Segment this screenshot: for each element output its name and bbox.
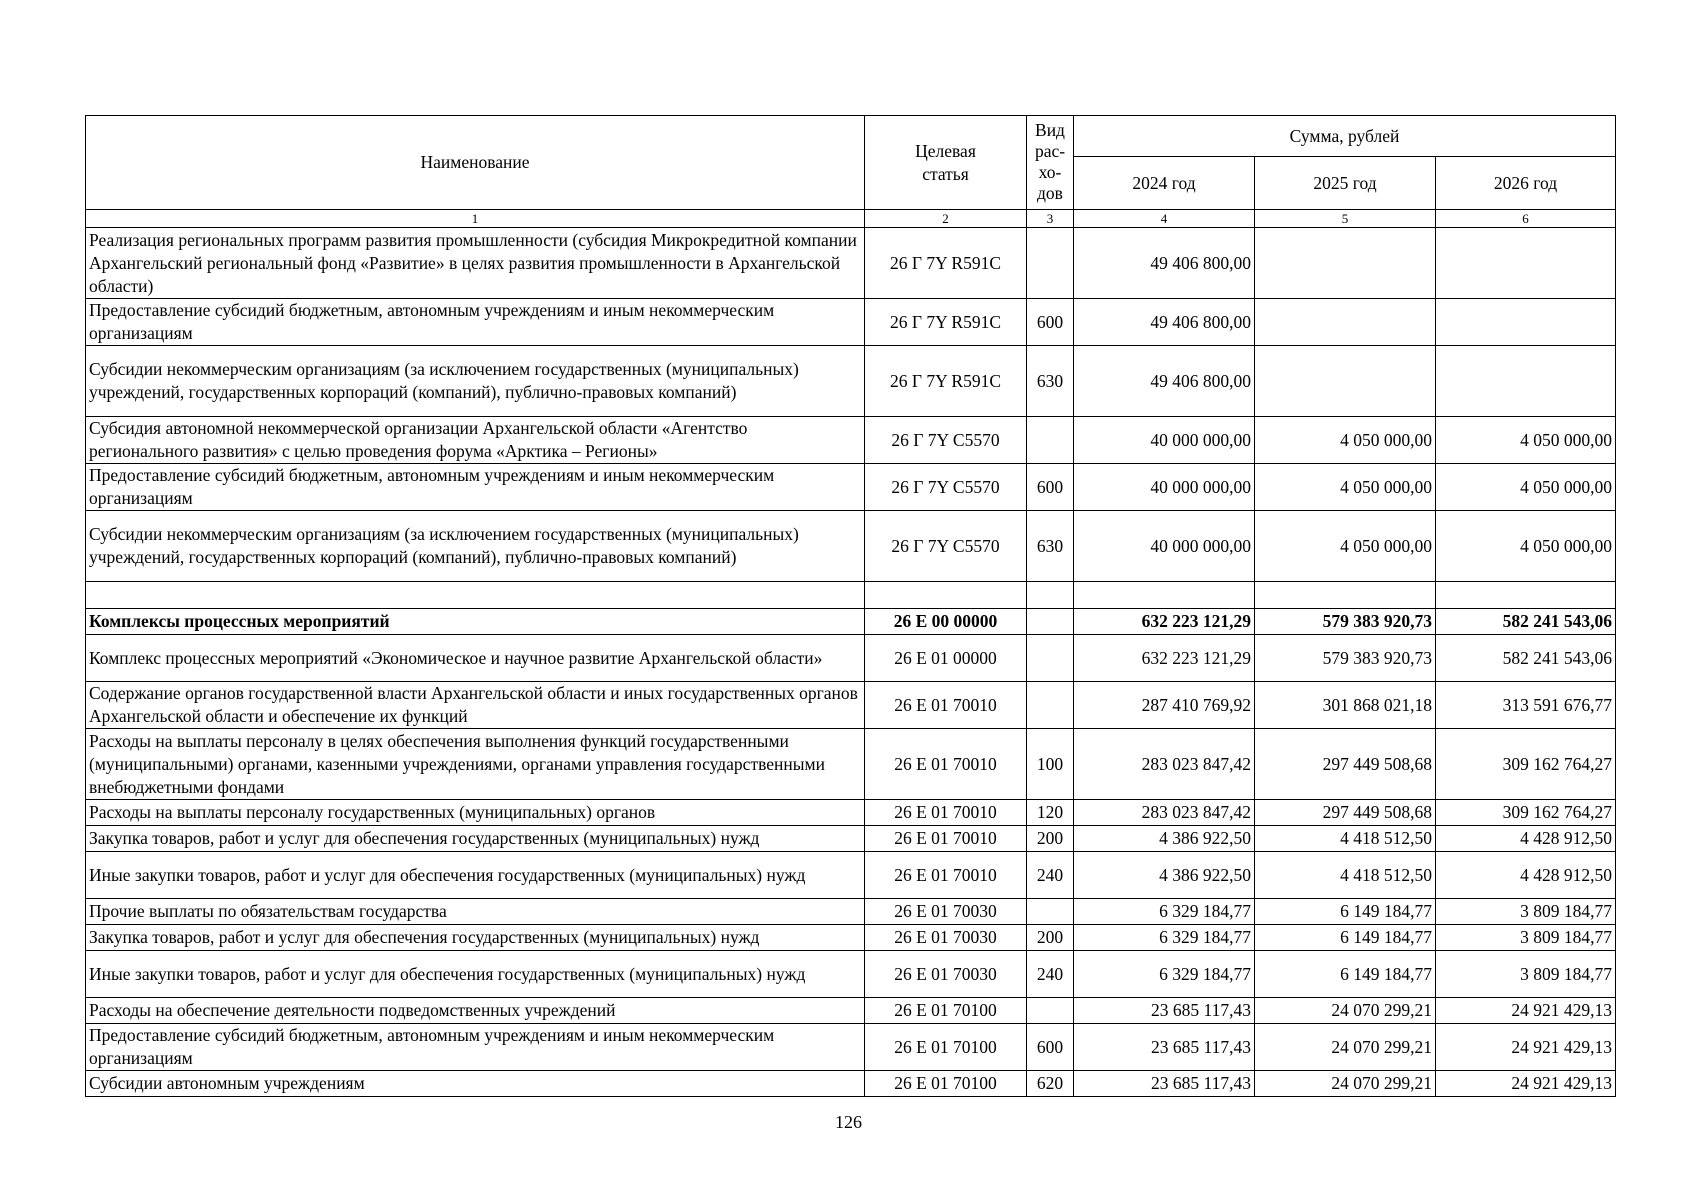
row-amount-2026: 4 050 000,00 <box>1436 511 1616 582</box>
table-row <box>86 852 1616 899</box>
row-amount-2025 <box>1255 299 1436 346</box>
column-number: 6 <box>1436 210 1616 228</box>
row-expense-type <box>1027 998 1074 1024</box>
row-amount-2025: 4 418 512,50 <box>1255 852 1436 899</box>
row-expense-type <box>1027 417 1074 464</box>
row-amount-2026: 309 162 764,27 <box>1436 800 1616 826</box>
header-kind <box>1027 116 1074 210</box>
table-row <box>86 299 1616 346</box>
header-year-2025: 2025 год <box>1255 157 1436 210</box>
column-number: 4 <box>1074 210 1255 228</box>
row-amount-2024: 40 000 000,00 <box>1074 511 1255 582</box>
row-amount-2024: 287 410 769,92 <box>1074 682 1255 729</box>
row-amount-2024: 4 386 922,50 <box>1074 852 1255 899</box>
row-target-code: 26 Е 01 70010 <box>865 852 1027 899</box>
row-expense-type: 630 <box>1027 346 1074 417</box>
table-row <box>86 682 1616 729</box>
row-amount-2024: 23 685 117,43 <box>1074 1071 1255 1097</box>
table-row <box>86 582 1616 609</box>
row-amount-2024: 6 329 184,77 <box>1074 925 1255 951</box>
row-amount-2026: 3 809 184,77 <box>1436 951 1616 998</box>
header-row <box>86 116 1616 157</box>
row-expense-type: 200 <box>1027 925 1074 951</box>
row-name: Предоставление субсидий бюджетным, автономным учреждениям и иным некоммерческим организациям <box>86 464 865 511</box>
row-amount-2024: 49 406 800,00 <box>1074 346 1255 417</box>
table-row <box>86 1071 1616 1097</box>
row-amount-2026: 4 050 000,00 <box>1436 464 1616 511</box>
table-row <box>86 951 1616 998</box>
row-expense-type: 120 <box>1027 800 1074 826</box>
row-expense-type: 600 <box>1027 464 1074 511</box>
header-year-2024: 2024 год <box>1074 157 1255 210</box>
row-amount-2024: 40 000 000,00 <box>1074 464 1255 511</box>
row-target-code: 26 Г 7Y R591C <box>865 299 1027 346</box>
table-row <box>86 826 1616 852</box>
row-name: Содержание органов государственной власти Архангельской области и иных государственных органов Архангельской области и обеспечение их функций <box>86 682 865 729</box>
row-target-code: 26 Г 7Y R591C <box>865 228 1027 299</box>
row-amount-2025 <box>1255 228 1436 299</box>
row-amount-2025: 4 050 000,00 <box>1255 464 1436 511</box>
row-amount-2026: 4 428 912,50 <box>1436 852 1616 899</box>
row-amount-2025: 6 149 184,77 <box>1255 951 1436 998</box>
table-row <box>86 1024 1616 1071</box>
row-amount-2025 <box>1255 346 1436 417</box>
row-amount-2025: 24 070 299,21 <box>1255 1024 1436 1071</box>
table-row <box>86 729 1616 800</box>
table-row <box>86 899 1616 925</box>
row-name: Расходы на обеспечение деятельности подведомственных учреждений <box>86 998 865 1024</box>
row-name: Комплексы процессных мероприятий <box>86 609 865 635</box>
row-amount-2026: 4 050 000,00 <box>1436 417 1616 464</box>
row-amount-2025: 6 149 184,77 <box>1255 925 1436 951</box>
row-target-code: 26 Е 01 70010 <box>865 800 1027 826</box>
row-amount-2024: 23 685 117,43 <box>1074 1024 1255 1071</box>
column-number: 5 <box>1255 210 1436 228</box>
row-amount-2026: 4 428 912,50 <box>1436 826 1616 852</box>
row-expense-type <box>1027 899 1074 925</box>
column-number: 1 <box>86 210 865 228</box>
table-row <box>86 464 1616 511</box>
row-target-code: 26 Е 01 70010 <box>865 729 1027 800</box>
row-target-code: 26 Г 7Y R591C <box>865 346 1027 417</box>
budget-table <box>85 115 1616 1097</box>
row-target-code: 26 Г 7Y C5570 <box>865 417 1027 464</box>
row-amount-2024: 4 386 922,50 <box>1074 826 1255 852</box>
table-row <box>86 635 1616 682</box>
row-amount-2024: 632 223 121,29 <box>1074 635 1255 682</box>
row-name: Иные закупки товаров, работ и услуг для обеспечения государственных (муниципальных) нужд <box>86 852 865 899</box>
table-row <box>86 346 1616 417</box>
row-name: Иные закупки товаров, работ и услуг для обеспечения государственных (муниципальных) нужд <box>86 951 865 998</box>
row-amount-2026: 582 241 543,06 <box>1436 609 1616 635</box>
row-target-code: 26 Е 01 70100 <box>865 1024 1027 1071</box>
row-name: Субсидии некоммерческим организациям (за исключением государственных (муниципальных) учреждений, государственных корпораций (компаний), публично-правовых компаний) <box>86 511 865 582</box>
row-amount-2025: 4 418 512,50 <box>1255 826 1436 852</box>
table-row <box>86 800 1616 826</box>
row-amount-2024: 49 406 800,00 <box>1074 228 1255 299</box>
row-name: Предоставление субсидий бюджетным, автономным учреждениям и иным некоммерческим организациям <box>86 299 865 346</box>
row-amount-2026: 24 921 429,13 <box>1436 1071 1616 1097</box>
row-expense-type <box>1027 582 1074 609</box>
row-amount-2025 <box>1255 582 1436 609</box>
row-amount-2026: 582 241 543,06 <box>1436 635 1616 682</box>
header-year-2026: 2026 год <box>1436 157 1616 210</box>
row-target-code: 26 Г 7Y C5570 <box>865 511 1027 582</box>
row-amount-2026: 24 921 429,13 <box>1436 1024 1616 1071</box>
row-expense-type: 600 <box>1027 299 1074 346</box>
row-amount-2024: 23 685 117,43 <box>1074 998 1255 1024</box>
row-amount-2026: 24 921 429,13 <box>1436 998 1616 1024</box>
row-target-code: 26 Е 01 70030 <box>865 951 1027 998</box>
row-amount-2025: 579 383 920,73 <box>1255 609 1436 635</box>
row-name: Субсидии некоммерческим организациям (за исключением государственных (муниципальных) учреждений, государственных корпораций (компаний), публично-правовых компаний) <box>86 346 865 417</box>
row-expense-type: 240 <box>1027 852 1074 899</box>
row-expense-type: 600 <box>1027 1024 1074 1071</box>
row-amount-2024: 6 329 184,77 <box>1074 899 1255 925</box>
row-amount-2026: 313 591 676,77 <box>1436 682 1616 729</box>
row-target-code: 26 Г 7Y C5570 <box>865 464 1027 511</box>
row-amount-2025: 24 070 299,21 <box>1255 998 1436 1024</box>
row-expense-type: 240 <box>1027 951 1074 998</box>
table-row <box>86 228 1616 299</box>
header-code <box>865 116 1027 210</box>
row-target-code: 26 Е 01 70030 <box>865 899 1027 925</box>
row-expense-type: 100 <box>1027 729 1074 800</box>
row-name: Расходы на выплаты персоналу государственных (муниципальных) органов <box>86 800 865 826</box>
table-row <box>86 998 1616 1024</box>
row-amount-2025: 4 050 000,00 <box>1255 417 1436 464</box>
row-target-code: 26 Е 01 70030 <box>865 925 1027 951</box>
row-amount-2025: 24 070 299,21 <box>1255 1071 1436 1097</box>
table-row <box>86 925 1616 951</box>
row-name: Субсидия автономной некоммерческой организации Архангельской области «Агентство регионального развития» с целью проведения форума «Арктика – Регионы» <box>86 417 865 464</box>
row-amount-2024: 6 329 184,77 <box>1074 951 1255 998</box>
row-name: Субсидии автономным учреждениям <box>86 1071 865 1097</box>
row-amount-2026: 3 809 184,77 <box>1436 925 1616 951</box>
row-name: Прочие выплаты по обязательствам государства <box>86 899 865 925</box>
row-expense-type <box>1027 635 1074 682</box>
row-name: Расходы на выплаты персоналу в целях обеспечения выполнения функций государственными (муниципальными) органами, казенными учреждениями, органами управления государственными внебюджетными фондами <box>86 729 865 800</box>
row-target-code: 26 Е 01 70100 <box>865 1071 1027 1097</box>
row-expense-type <box>1027 228 1074 299</box>
header-name: Наименование <box>86 116 865 210</box>
row-expense-type <box>1027 682 1074 729</box>
row-name: Закупка товаров, работ и услуг для обеспечения государственных (муниципальных) нужд <box>86 925 865 951</box>
table-row <box>86 511 1616 582</box>
row-amount-2026 <box>1436 346 1616 417</box>
row-target-code <box>865 582 1027 609</box>
column-number-row <box>86 210 1616 228</box>
row-amount-2025: 301 868 021,18 <box>1255 682 1436 729</box>
row-expense-type: 620 <box>1027 1071 1074 1097</box>
row-name: Комплекс процессных мероприятий «Экономическое и научное развитие Архангельской области» <box>86 635 865 682</box>
row-expense-type: 630 <box>1027 511 1074 582</box>
row-amount-2024: 40 000 000,00 <box>1074 417 1255 464</box>
row-amount-2024: 49 406 800,00 <box>1074 299 1255 346</box>
budget-sheet <box>85 115 1615 1097</box>
row-amount-2024: 632 223 121,29 <box>1074 609 1255 635</box>
row-amount-2025: 297 449 508,68 <box>1255 800 1436 826</box>
row-amount-2026: 3 809 184,77 <box>1436 899 1616 925</box>
table-row <box>86 609 1616 635</box>
row-amount-2025: 4 050 000,00 <box>1255 511 1436 582</box>
row-amount-2024: 283 023 847,42 <box>1074 800 1255 826</box>
column-number: 2 <box>865 210 1027 228</box>
row-amount-2025: 6 149 184,77 <box>1255 899 1436 925</box>
row-expense-type: 200 <box>1027 826 1074 852</box>
page-number: 126 <box>835 1112 862 1132</box>
row-name <box>86 582 865 609</box>
row-amount-2026 <box>1436 582 1616 609</box>
row-amount-2024 <box>1074 582 1255 609</box>
row-amount-2025: 579 383 920,73 <box>1255 635 1436 682</box>
row-target-code: 26 Е 01 00000 <box>865 635 1027 682</box>
table-row <box>86 417 1616 464</box>
column-number: 3 <box>1027 210 1074 228</box>
header-kind-text: Вид рас-хо-дов <box>1034 120 1066 203</box>
row-target-code: 26 Е 01 70010 <box>865 682 1027 729</box>
row-amount-2026: 309 162 764,27 <box>1436 729 1616 800</box>
row-amount-2026 <box>1436 228 1616 299</box>
row-amount-2026 <box>1436 299 1616 346</box>
header-sum: Сумма, рублей <box>1074 116 1616 157</box>
row-expense-type <box>1027 609 1074 635</box>
row-amount-2025: 297 449 508,68 <box>1255 729 1436 800</box>
row-name: Реализация региональных программ развития промышленности (субсидия Микрокредитной компании Архангельский региональный фонд «Развитие» в целях развития промышленности в Архангельской области) <box>86 228 865 299</box>
row-target-code: 26 Е 01 70100 <box>865 998 1027 1024</box>
header-code-text: Целевая статья <box>915 140 976 184</box>
row-amount-2024: 283 023 847,42 <box>1074 729 1255 800</box>
row-target-code: 26 Е 01 70010 <box>865 826 1027 852</box>
row-target-code: 26 Е 00 00000 <box>865 609 1027 635</box>
row-name: Закупка товаров, работ и услуг для обеспечения государственных (муниципальных) нужд <box>86 826 865 852</box>
row-name: Предоставление субсидий бюджетным, автономным учреждениям и иным некоммерческим организациям <box>86 1024 865 1071</box>
